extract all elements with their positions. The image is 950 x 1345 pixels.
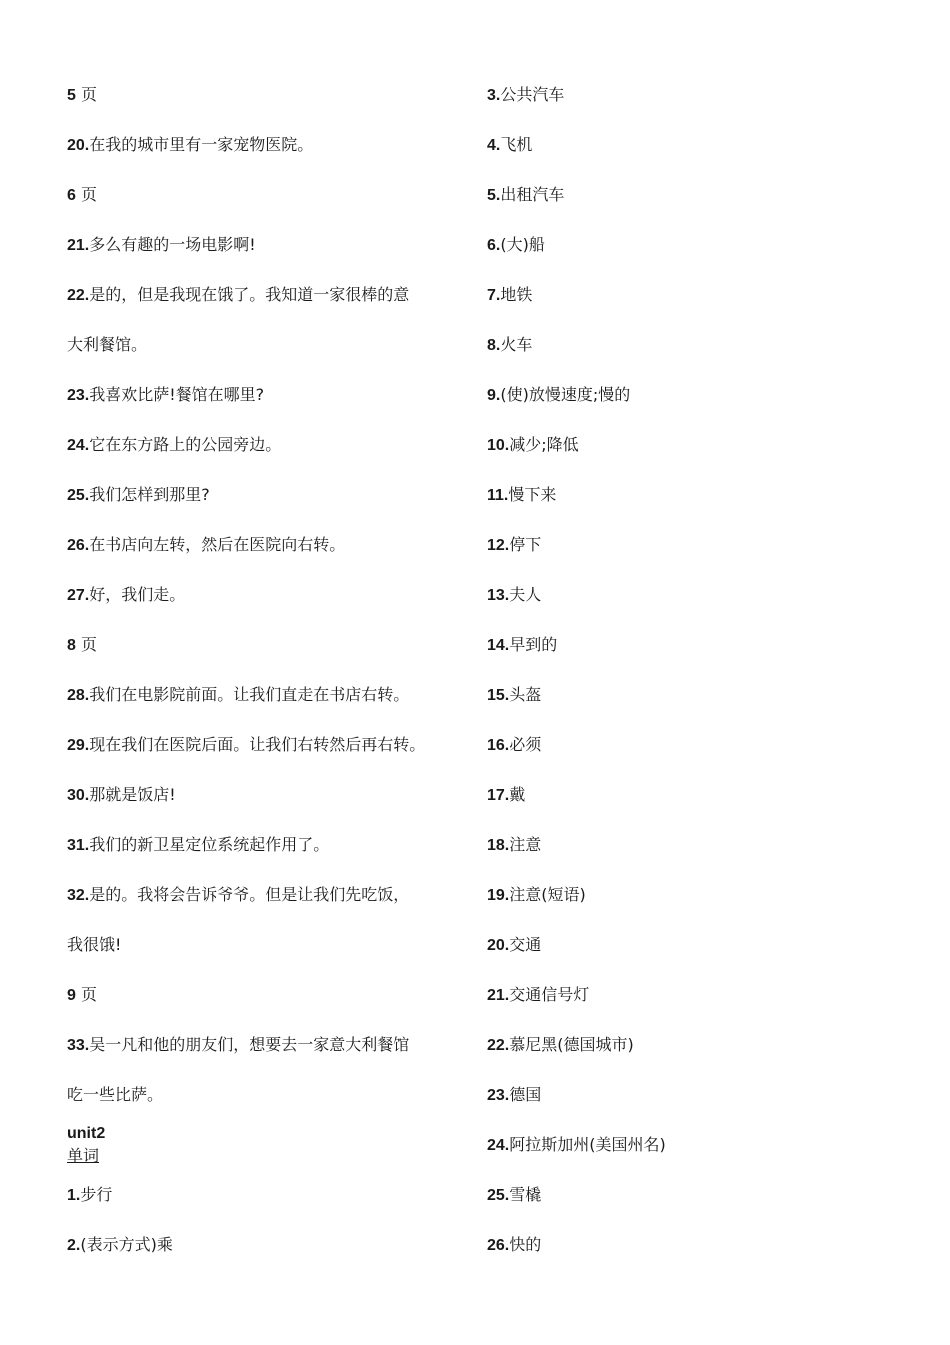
item-text: 我们的新卫星定位系统起作用了。	[89, 835, 330, 854]
right-column	[487, 70, 907, 1270]
list-item	[487, 970, 907, 1020]
item-number: 2.	[67, 1237, 81, 1254]
item-text: 吃一些比萨。	[67, 1085, 164, 1104]
list-item	[487, 720, 907, 770]
item-number: 25.	[67, 487, 90, 504]
item-text: 减少;降低	[509, 435, 579, 454]
left-column	[67, 70, 467, 1270]
item-text: 步行	[80, 1185, 113, 1204]
item-text: 我们怎样到那里?	[89, 485, 210, 504]
list-item	[487, 1220, 907, 1270]
list-item	[67, 920, 467, 970]
list-item	[67, 320, 467, 370]
item-text: 我们在电影院前面。让我们直走在书店右转。	[89, 685, 410, 704]
item-text: (使)放慢速度;慢的	[500, 385, 631, 404]
list-item	[67, 670, 467, 720]
item-text: 吴一凡和他的朋友们，想要去一家意大利餐馆	[89, 1035, 410, 1054]
item-number: 31.	[67, 837, 90, 854]
list-item	[487, 170, 907, 220]
item-text: (表示方式)乘	[80, 1235, 173, 1254]
item-number: 10.	[487, 437, 510, 454]
item-number: 7.	[487, 287, 501, 304]
item-text: 页	[75, 635, 97, 654]
list-item	[487, 820, 907, 870]
list-item	[487, 420, 907, 470]
item-text: 现在我们在医院后面。让我们右转然后再右转。	[89, 735, 426, 754]
list-item	[487, 570, 907, 620]
item-text: 雪橇	[509, 1185, 542, 1204]
item-text: 好，我们走。	[89, 585, 186, 604]
list-item	[487, 670, 907, 720]
item-number: 32.	[67, 887, 90, 904]
item-number: 20.	[67, 137, 90, 154]
item-number: 14.	[487, 637, 510, 654]
item-number: 13.	[487, 587, 510, 604]
item-text: 是的。我将会告诉爷爷。但是让我们先吃饭，	[89, 885, 410, 904]
list-item	[67, 1220, 467, 1270]
item-number: 16.	[487, 737, 510, 754]
item-text: 公共汽车	[500, 85, 565, 104]
item-text: 交通信号灯	[509, 985, 590, 1004]
item-text: 在我的城市里有一家宠物医院。	[89, 135, 314, 154]
list-item	[67, 70, 467, 120]
item-number: 23.	[67, 387, 90, 404]
item-text: 飞机	[500, 135, 533, 154]
item-number: 30.	[67, 787, 90, 804]
item-text: 交通	[509, 935, 542, 954]
unit-heading	[67, 1120, 467, 1170]
list-item	[487, 320, 907, 370]
item-number: 18.	[487, 837, 510, 854]
list-item	[487, 70, 907, 120]
item-number: 27.	[67, 587, 90, 604]
item-text: 停下	[509, 535, 542, 554]
item-text: 是的，但是我现在饿了。我知道一家很棒的意	[89, 285, 410, 304]
item-number: 23.	[487, 1087, 510, 1104]
item-number: 17.	[487, 787, 510, 804]
item-text: 我很饿!	[67, 935, 122, 954]
item-text: 必须	[509, 735, 542, 754]
item-number: 4.	[487, 137, 501, 154]
list-item	[67, 870, 467, 920]
item-text: 它在东方路上的公园旁边。	[89, 435, 282, 454]
item-number: 26.	[67, 537, 90, 554]
item-text: 早到的	[509, 635, 558, 654]
unit-subtitle: 单词	[67, 1146, 100, 1165]
item-text: 戴	[509, 785, 526, 804]
list-item	[67, 470, 467, 520]
list-item	[67, 120, 467, 170]
list-item	[67, 220, 467, 270]
list-item	[67, 1020, 467, 1070]
item-text: 慕尼黑(德国城市)	[509, 1035, 634, 1054]
list-item	[67, 570, 467, 620]
item-number: 11.	[487, 487, 509, 504]
item-number: 22.	[67, 287, 90, 304]
list-item	[67, 720, 467, 770]
list-item	[487, 1120, 907, 1170]
list-item	[487, 1020, 907, 1070]
item-number: 25.	[487, 1187, 510, 1204]
item-number: 12.	[487, 537, 510, 554]
item-number: 24.	[67, 437, 90, 454]
list-item	[487, 270, 907, 320]
item-text: 火车	[500, 335, 533, 354]
item-number: 21.	[487, 987, 510, 1004]
list-item	[487, 1170, 907, 1220]
item-text: 页	[75, 185, 97, 204]
item-text: 多么有趣的一场电影啊!	[89, 235, 256, 254]
item-text: 大利餐馆。	[67, 335, 148, 354]
list-item	[487, 520, 907, 570]
list-item	[487, 920, 907, 970]
list-item	[67, 820, 467, 870]
item-text: 快的	[509, 1235, 542, 1254]
item-number: 3.	[487, 87, 501, 104]
list-item	[487, 470, 907, 520]
item-number: 1.	[67, 1187, 81, 1204]
item-text: 我喜欢比萨!餐馆在哪里?	[89, 385, 265, 404]
item-number: 5.	[487, 187, 501, 204]
item-text: 注意(短语)	[509, 885, 586, 904]
item-text: 页	[75, 985, 97, 1004]
item-number: 5	[67, 87, 76, 104]
item-text: 头盔	[509, 685, 542, 704]
item-number: 33.	[67, 1037, 90, 1054]
item-number: 8	[67, 637, 76, 654]
list-item	[487, 870, 907, 920]
item-number: 29.	[67, 737, 90, 754]
list-item	[487, 120, 907, 170]
list-item	[67, 420, 467, 470]
list-item	[487, 770, 907, 820]
item-number: 26.	[487, 1237, 510, 1254]
item-text: 注意	[509, 835, 542, 854]
unit-title: unit2	[67, 1125, 106, 1142]
list-item	[67, 520, 467, 570]
item-number: 9.	[487, 387, 501, 404]
item-text: 出租汽车	[500, 185, 565, 204]
item-number: 21.	[67, 237, 90, 254]
item-text: 慢下来	[508, 485, 557, 504]
item-number: 28.	[67, 687, 90, 704]
item-number: 9	[67, 987, 76, 1004]
item-text: (大)船	[500, 235, 545, 254]
item-text: 页	[75, 85, 97, 104]
list-item	[67, 770, 467, 820]
item-number: 6.	[487, 237, 501, 254]
item-number: 19.	[487, 887, 510, 904]
item-number: 15.	[487, 687, 510, 704]
item-number: 6	[67, 187, 76, 204]
item-number: 20.	[487, 937, 510, 954]
item-number: 8.	[487, 337, 501, 354]
list-item	[67, 170, 467, 220]
list-item	[67, 370, 467, 420]
list-item	[67, 270, 467, 320]
list-item	[67, 970, 467, 1020]
list-item	[487, 370, 907, 420]
item-text: 地铁	[500, 285, 533, 304]
item-text: 德国	[509, 1085, 542, 1104]
item-text: 在书店向左转，然后在医院向右转。	[89, 535, 346, 554]
list-item	[487, 1070, 907, 1120]
item-text: 夫人	[509, 585, 542, 604]
item-text: 那就是饭店!	[89, 785, 176, 804]
item-number: 24.	[487, 1137, 510, 1154]
list-item	[487, 220, 907, 270]
item-text: 阿拉斯加州(美国州名)	[509, 1135, 666, 1154]
item-number: 22.	[487, 1037, 510, 1054]
list-item	[67, 1070, 467, 1120]
list-item	[67, 1170, 467, 1220]
list-item	[487, 620, 907, 670]
list-item	[67, 620, 467, 670]
